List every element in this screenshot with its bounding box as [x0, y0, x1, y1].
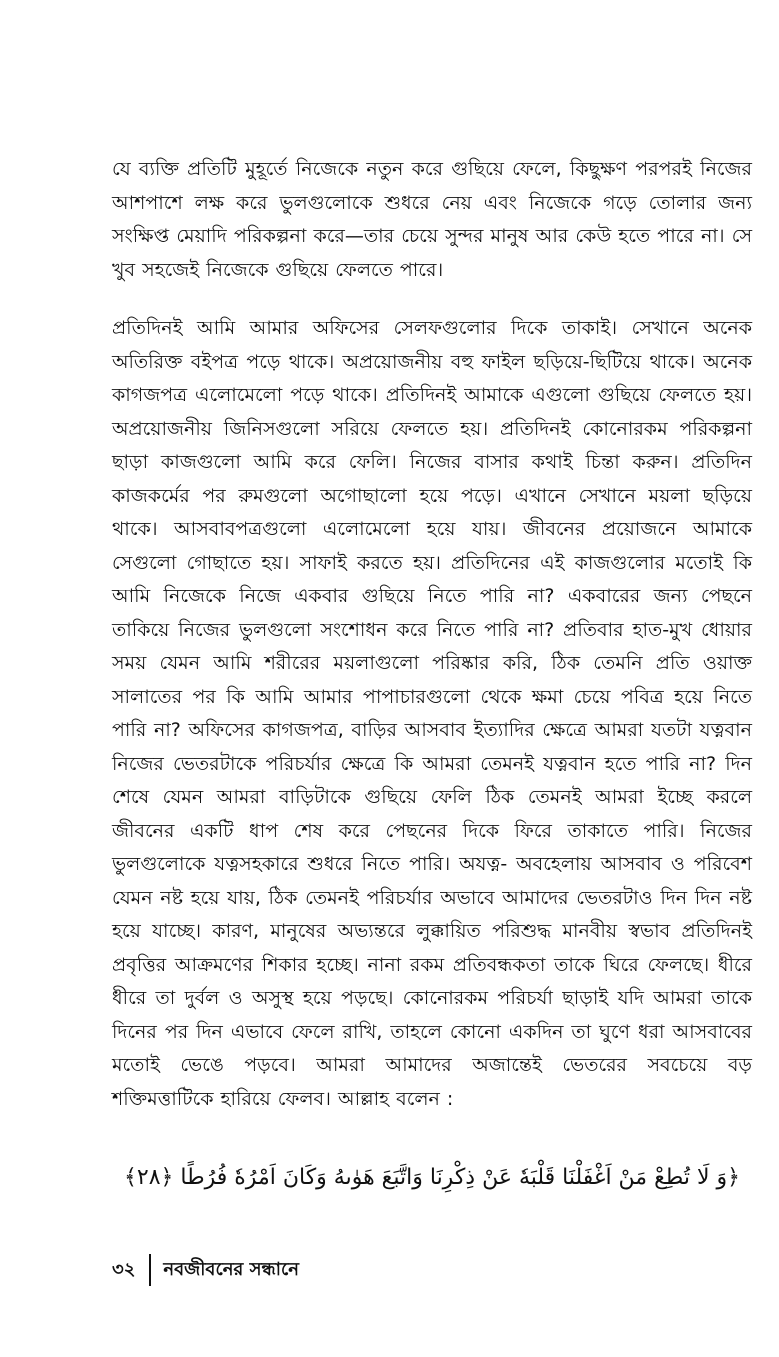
quran-verse: ﴿وَ لَا تُطِعْ مَنْ اَغْفَلْنَا قَلْبَهٗ عَنْ ذِكْرِنَا وَاتَّبَعَ هَوٰىهُ وَكَانَ اَمْرُهٗ فُرُطًا ﴿٢٨﴾: [124, 1165, 740, 1190]
running-book-title: নবজীবনের সন্ধানে: [163, 1258, 299, 1280]
page-footer: [112, 1252, 299, 1288]
page-number: ৩২: [112, 1258, 136, 1280]
body-paragraph-1: যে ব্যক্তি প্রতিটি মুহূর্তে নিজেকে নতুন করে গুছিয়ে ফেলে, কিছুক্ষণ পরপরই নিজের আশপাশে লক্ষ করে ভুলগুলোকে শুধরে নেয় এবং নিজেকে গড়ে তোলার জন্য সংক্ষিপ্ত মেয়াদি পরিকল্পনা করে—তার চেয়ে সুন্দর মানুষ আর কেউ হতে পারে না। সে খুব সহজেই নিজেকে গুছিয়ে ফেলতে পারে।: [112, 158, 752, 281]
body-paragraph-2: প্রতিদিনই আমি আমার অফিসের সেলফগুলোর দিকে তাকাই। সেখানে অনেক অতিরিক্ত বইপত্র পড়ে থাকে। অপ্রয়োজনীয় বহু ফাইল ছড়িয়ে-ছিটিয়ে থাকে। অনেক কাগজপত্র এলোমেলো পড়ে থাকে। প্রতিদিনই আমাকে এগুলো গুছিয়ে ফেলতে হয়। অপ্রয়োজনীয় জিনিসগুলো সরিয়ে ফেলতে হয়। প্রতিদিনই কোনোরকম পরিকল্পনা ছাড়া কাজগুলো আমি করে ফেলি। নিজের বাসার কথাই চিন্তা করুন। প্রতিদিন কাজকর্মের পর রুমগুলো অগোছালো হয়ে পড়ে। এখানে সেখানে ময়লা ছড়িয়ে থাকে। আসবাবপত্রগুলো এলোমেলো হয়ে যায়। জীবনের প্রয়োজনে আমাকে সেগুলো গোছাতে হয়। সাফাই করতে হয়। প্রতিদিনের এই কাজগুলোর মতোই কি আমি নিজেকে নিজে একবার গুছিয়ে নিতে পারি না? একবারের জন্য পেছনে তাকিয়ে নিজের ভুলগুলো সংশোধন করে নিতে পারি না? প্রতিবার হাত-মুখ ধোয়ার সময় যেমন আমি শরীরের ময়লাগুলো পরিষ্কার করি, ঠিক তেমনি প্রতি ওয়াক্ত সালাতের পর কি আমি আমার পাপাচারগুলো থেকে ক্ষমা চেয়ে পবিত্র হয়ে নিতে পারি না? অফিসের কাগজপত্র, বাড়ির আসবাব ইত্যাদির ক্ষেত্রে আমরা যতটা যত্নবান নিজের ভেতরটাকে পরিচর্যার ক্ষেত্রে কি আমরা তেমনই যত্নবান হতে পারি না? দিন শেষে যেমন আমরা বাড়িটাকে গুছিয়ে ফেলি ঠিক তেমনই আমরা ইচ্ছে করলে জীবনের একটি ধাপ শেষ করে পেছনের দিকে ফিরে তাকাতে পারি। নিজের ভুলগুলোকে যত্নসহকারে শুধরে নিতে পারি। অযত্ন- অবহেলায় আসবাব ও পরিবেশ যেমন নষ্ট হয়ে যায়, ঠিক তেমনই পরিচর্যার অভাবে আমাদের ভেতরটাও দিন দিন নষ্ট হয়ে যাচ্ছে। কারণ, মানুষের অভ্যন্তরে লুক্কায়িত পরিশুদ্ধ মানবীয় স্বভাব প্রতিদিনই প্রবৃত্তির আক্রমণের শিকার হচ্ছে। নানা রকম প্রতিবন্ধকতা তাকে ঘিরে ফেলছে। ধীরে ধীরে তা দুর্বল ও অসুস্থ হয়ে পড়ছে। কোনোরকম পরিচর্যা ছাড়াই যদি আমরা তাকে দিনের পর দিন এভাবে ফেলে রাখি, তাহলে কোনো একদিন তা ঘুণে ধরা আসবাবের মতোই ভেঙে পড়বে। আমরা আমাদের অজান্তেই ভেতরের সবচেয়ে বড় শক্তিমত্তাটিকে হারিয়ে ফেলব। আল্লাহ বলেন :: [112, 317, 752, 1110]
